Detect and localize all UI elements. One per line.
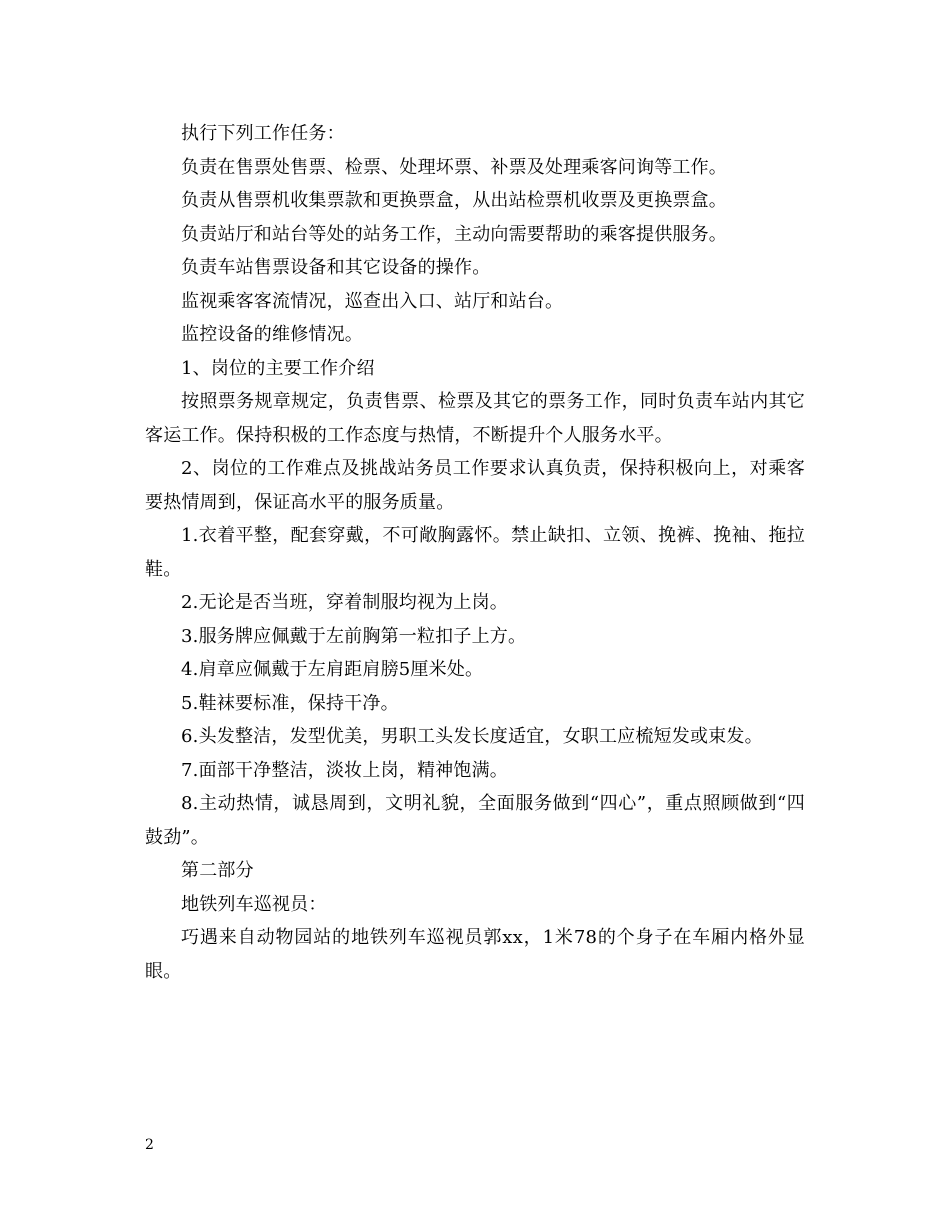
list-item: 6.头发整洁，发型优美，男职工头发长度适宜，女职工应梳短发或束发。 [181, 726, 763, 747]
paragraph: 负责站厅和站台等处的站务工作，主动向需要帮助的乘客提供服务。 [181, 223, 727, 245]
paragraph: 执行下列工作任务： [181, 123, 345, 144]
paragraph: 负责车站售票设备和其它设备的操作。 [181, 257, 491, 278]
page-number: 2 [145, 1137, 154, 1153]
paragraph: 监视乘客客流情况，巡查出入口、站厅和站台。 [181, 290, 564, 312]
list-item: 1.衣着平整，配套穿戴，不可敞胸露怀。禁止缺扣、立领、挽裤、挽袖、拖拉鞋。 [145, 525, 805, 580]
section-heading: 2、岗位的工作难点及挑战站务员工作要求认真负责，保持积极向上，对乘客要热情周到，保证高水平的服务质量。 [145, 458, 805, 513]
list-item: 5.鞋袜要标准，保持干净。 [181, 692, 399, 714]
list-item: 7.面部干净整洁，淡妆上岗，精神饱满。 [181, 759, 508, 781]
paragraph: 负责从售票机收集票款和更换票盒，从出站检票机收票及更换票盒。 [181, 190, 727, 211]
paragraph: 巧遇来自动物园站的地铁列车巡视员郭xx，1米78的个身子在车厢内格外显眼。 [145, 927, 805, 982]
section-heading: 1、岗位的主要工作介绍 [181, 357, 375, 379]
paragraph: 地铁列车巡视员： [181, 893, 327, 915]
document-body [145, 117, 805, 988]
section-heading: 第二部分 [181, 860, 254, 881]
paragraph: 负责在售票处售票、检票、处理坏票、补票及处理乘客问询等工作。 [181, 156, 727, 178]
paragraph: 按照票务规章规定，负责售票、检票及其它的票务工作，同时负责车站内其它客运工作。保持积极的工作态度与热情，不断提升个人服务水平。 [145, 391, 805, 446]
list-item: 8.主动热情，诚恳周到，文明礼貌，全面服务做到“四心”，重点照顾做到“四鼓劲”。 [145, 793, 805, 848]
list-item: 2.无论是否当班，穿着制服均视为上岗。 [181, 592, 508, 613]
list-item: 4.肩章应佩戴于左肩距肩膀5厘米处。 [181, 659, 484, 680]
paragraph: 监控设备的维修情况。 [181, 324, 363, 345]
list-item: 3.服务牌应佩戴于左前胸第一粒扣子上方。 [181, 625, 527, 647]
